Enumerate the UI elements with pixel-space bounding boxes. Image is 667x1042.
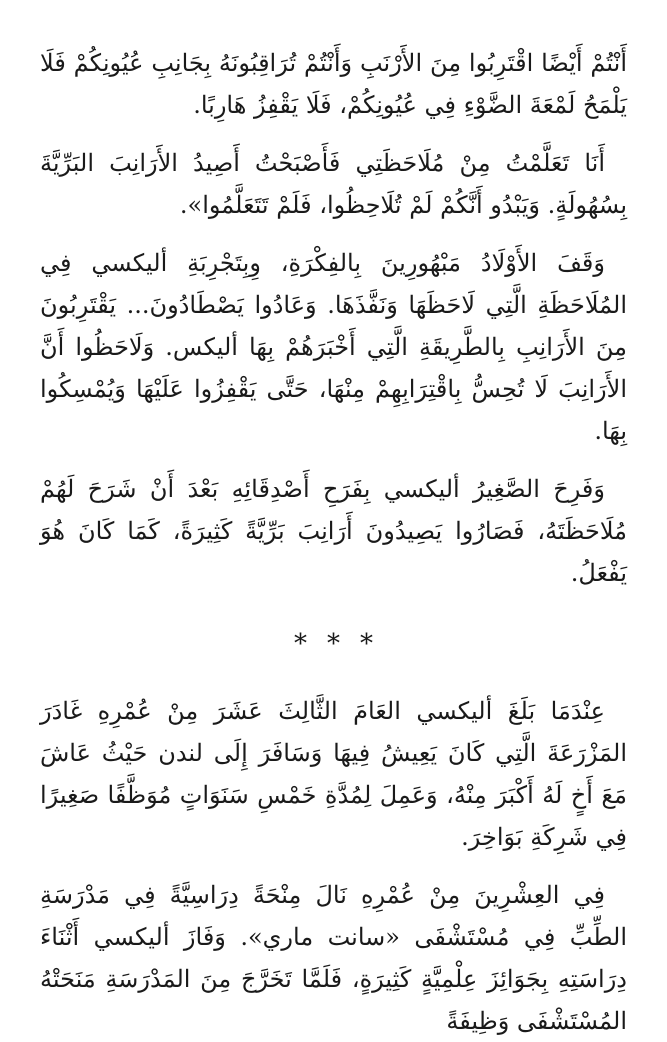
paragraph: عِنْدَمَا بَلَغَ أليكسي العَامَ الثَّالِثَ عَشَرَ مِنْ عُمْرِهِ غَادَرَ المَزْرَعَةَ الَّتِي كَانَ يَعِيشُ فِيهَا وَسَافَرَ إِلَى لندن حَيْثُ عَاشَ مَعَ أَخٍ لَهُ أَكْبَرَ مِنْهُ، وَعَمِلَ لِمُدَّةِ خَمْسِ سَنَوَاتٍ مُوَظَّفًا صَغِيرًا فِي شَرِكَةِ بَوَاخِرَ.: [40, 697, 627, 851]
paragraph: فِي العِشْرِينَ مِنْ عُمْرِهِ نَالَ مِنْحَةً دِرَاسِيَّةً فِي مَدْرَسَةِ الطِّبِّ فِي مُسْتَشْفَى «سانت ماري». وَفَازَ أليكسي أَثْنَاءَ دِرَاسَتِهِ بِجَوَائِزَ عِلْمِيَّةٍ كَثِيرَةٍ، فَلَمَّا تَخَرَّجَ مِنَ المَدْرَسَةِ مَنَحَتْهُ المُسْتَشْفَى وَظِيفَةً: [40, 881, 627, 1035]
paragraph: أَنَا تَعَلَّمْتُ مِنْ مُلَاحَظَتِي فَأَصْبَحْتُ أَصِيدُ الأَرَانِبَ البَرِّيَّةَ بِسُهُولَةٍ. وَيَبْدُو أَنَّكُمْ لَمْ تُلَاحِظُوا، فَلَمْ تَتَعَلَّمُوا».: [40, 149, 627, 219]
paragraph: وَقَفَ الأَوْلَادُ مَبْهُورِينَ بِالفِكْرَةِ، وِبِتَجْرِبَةِ أليكسي فِي المُلَاحَظَةِ الَّتِي لَاحَظَهَا وَنَفَّذَهَا. وَعَادُوا يَصْطَادُونَ... يَقْتَرِبُونَ مِنَ الأَرَانِبِ بِالطَّرِيقَةِ الَّتِي أَخْبَرَهُمْ بِهَا أليكس. وَلَاحَظُوا أَنَّ الأَرَانِبَ لَا تُحِسُّ بِاقْتِرَابِهِمْ مِنْهَا، حَتَّى يَقْفِزُوا عَلَيْهَا وَيُمْسِكُوا بِهَا.: [40, 249, 627, 445]
paragraph: وَفَرِحَ الصَّغِيرُ أليكسي بِفَرَحِ أَصْدِقَائِهِ بَعْدَ أَنْ شَرَحَ لَهُمْ مُلَاحَظَتَهُ، فَصَارُوا يَصِيدُونَ أَرَانِبَ بَرِّيَّةً كَثِيرَةً، كَمَا كَانَ هُوَ يَفْعَلُ.: [40, 475, 627, 587]
section-divider: ***: [294, 629, 393, 659]
book-page: [40, 42, 627, 1035]
paragraph: أَنْتُمْ أَيْضًا اقْتَرِبُوا مِنَ الأَرْنَبِ وَأَنْتُمْ تُرَاقِبُونَهُ بِجَانِبِ عُيُونِكُمْ فَلَا يَلْمَحُ لَمْعَةَ الضَّوْءِ فِي عُيُونِكُمْ، فَلَا يَقْفِزُ هَارِبًا.: [40, 49, 627, 119]
